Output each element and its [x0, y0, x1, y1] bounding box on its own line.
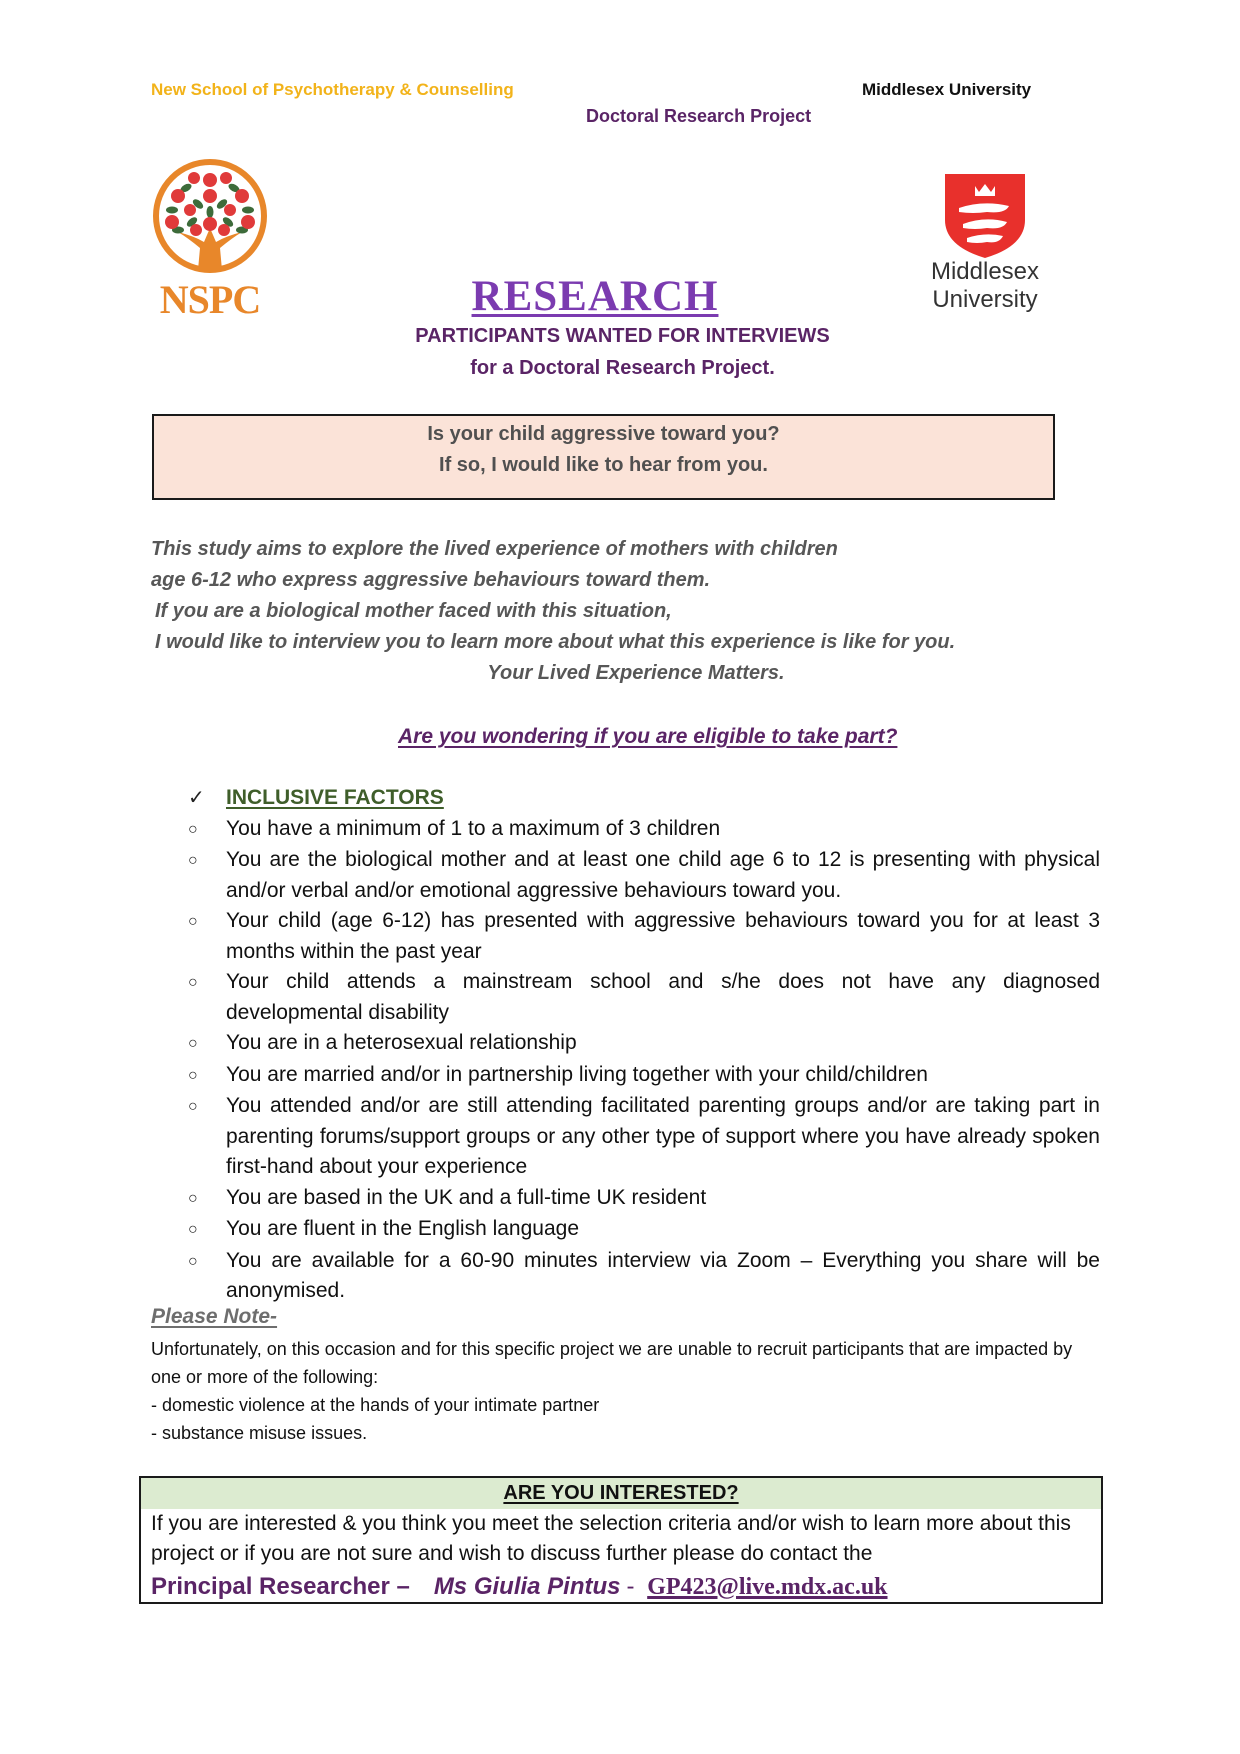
- criterion-text: You are the biological mother and at least one child age 6 to 12 is presenting with physical and/or verbal and/or emotional aggressive behaviours toward you.: [226, 848, 1100, 902]
- subtitle-participants-wanted: PARTICIPANTS WANTED FOR INTERVIEWS: [415, 325, 830, 347]
- contact-instructions: If you are interested & you think you meet the selection criteria and/or wish to learn more about this project or if you are not sure and wish to discuss further please do contact the: [151, 1512, 1071, 1565]
- contact-box-header: [141, 1478, 1101, 1509]
- intro-line: I would like to interview you to learn more about what this experience is like for you.: [155, 631, 956, 653]
- circle-bullet-icon: ○: [188, 1098, 198, 1115]
- inclusion-criteria-heading-row: [188, 783, 1100, 814]
- note-exclusion-item: - domestic violence at the hands of your intimate partner: [151, 1395, 600, 1415]
- question-callout-box: [152, 414, 1055, 500]
- circle-bullet-icon: ○: [188, 1066, 198, 1084]
- circle-bullet-icon: ○: [188, 1252, 198, 1270]
- list-item: [188, 1214, 1100, 1246]
- list-item: [188, 1246, 1100, 1307]
- study-intro: [151, 534, 1081, 689]
- intro-tagline: Your Lived Experience Matters.: [487, 662, 785, 684]
- circle-bullet-icon: ○: [188, 913, 198, 930]
- inclusion-criteria-heading: INCLUSIVE FACTORS: [226, 786, 444, 809]
- criterion-text: You have a minimum of 1 to a maximum of 3 children: [226, 816, 721, 840]
- header-university-name: Middlesex University: [862, 80, 1032, 99]
- list-item: [188, 814, 1100, 846]
- criterion-text: You are fluent in the English language: [226, 1217, 580, 1240]
- subtitle-doctoral-project: for a Doctoral Research Project.: [470, 357, 775, 379]
- criterion-text: Your child attends a mainstream school and s/he does not have any diagnosed developmental disability: [226, 970, 1100, 1024]
- contact-box: [139, 1476, 1103, 1604]
- researcher-email-link[interactable]: GP423@live.mdx.ac.uk: [647, 1574, 888, 1600]
- circle-bullet-icon: ○: [188, 974, 198, 991]
- checkmark-icon: ✓: [188, 787, 205, 809]
- list-item: [188, 967, 1100, 1028]
- list-item: [188, 845, 1100, 906]
- header-nspc-name: New School of Psychotherapy & Counselling: [151, 80, 514, 99]
- circle-bullet-icon: ○: [188, 820, 198, 838]
- question-line-1: Is your child aggressive toward you?: [427, 423, 780, 445]
- criterion-text: You are based in the UK and a full-time UK resident: [226, 1185, 707, 1209]
- note-heading: Please Note-: [151, 1305, 278, 1328]
- criterion-text: You attended and/or are still attending facilitated parenting groups and/or are taking part in parenting forums/support groups or any other type of support where you have already spoken first-hand about your experience: [226, 1094, 1100, 1178]
- page-title: RESEARCH: [471, 273, 719, 320]
- middlesex-shield-icon: [905, 172, 1065, 262]
- criterion-text: Your child (age 6-12) has presented with aggressive behaviours toward you for at least 3 months within the past year: [226, 909, 1100, 963]
- criterion-text: You are in a heterosexual relationship: [226, 1031, 577, 1054]
- contact-box-heading: ARE YOU INTERESTED?: [503, 1482, 739, 1504]
- intro-line: If you are a biological mother faced with this situation,: [155, 600, 672, 622]
- note-text: Unfortunately, on this occasion and for this specific project we are unable to recruit participants that are impacted by one or more of the following:: [151, 1339, 1073, 1387]
- note-exclusion-item: - substance misuse issues.: [151, 1423, 368, 1443]
- list-item: [188, 906, 1100, 967]
- intro-line: This study aims to explore the lived experience of mothers with children: [151, 538, 838, 560]
- list-item: [188, 1091, 1100, 1183]
- contact-separator: -: [626, 1573, 635, 1600]
- list-item: [188, 1060, 1100, 1092]
- circle-bullet-icon: ○: [188, 852, 198, 869]
- intro-line: age 6-12 who express aggressive behaviours toward them.: [151, 569, 711, 591]
- inclusion-criteria-list: [188, 783, 1100, 1307]
- header-project-type: Doctoral Research Project: [586, 106, 812, 126]
- researcher-name: Ms Giulia Pintus: [433, 1573, 621, 1600]
- eligibility-question: Are you wondering if you are eligible to take part?: [398, 725, 898, 748]
- list-item: [188, 1183, 1100, 1215]
- note-body: [151, 1335, 1101, 1447]
- question-line-2: If so, I would like to hear from you.: [439, 454, 768, 476]
- middlesex-logo-line1: Middlesex: [930, 258, 1040, 285]
- circle-bullet-icon: ○: [188, 1189, 198, 1207]
- list-item: [188, 1028, 1100, 1060]
- researcher-role: Principal Researcher –: [151, 1573, 410, 1600]
- nspc-logo-text: NSPC: [159, 277, 261, 322]
- middlesex-logo-line2: University: [932, 286, 1038, 313]
- contact-line: [151, 1569, 1091, 1605]
- circle-bullet-icon: ○: [188, 1035, 198, 1052]
- contact-box-body: [141, 1509, 1101, 1605]
- criterion-text: You are married and/or in partnership living together with your child/children: [226, 1062, 928, 1086]
- criterion-text: You are available for a 60-90 minutes interview via Zoom – Everything you share will be anonymised.: [226, 1248, 1100, 1302]
- circle-bullet-icon: ○: [188, 1221, 198, 1238]
